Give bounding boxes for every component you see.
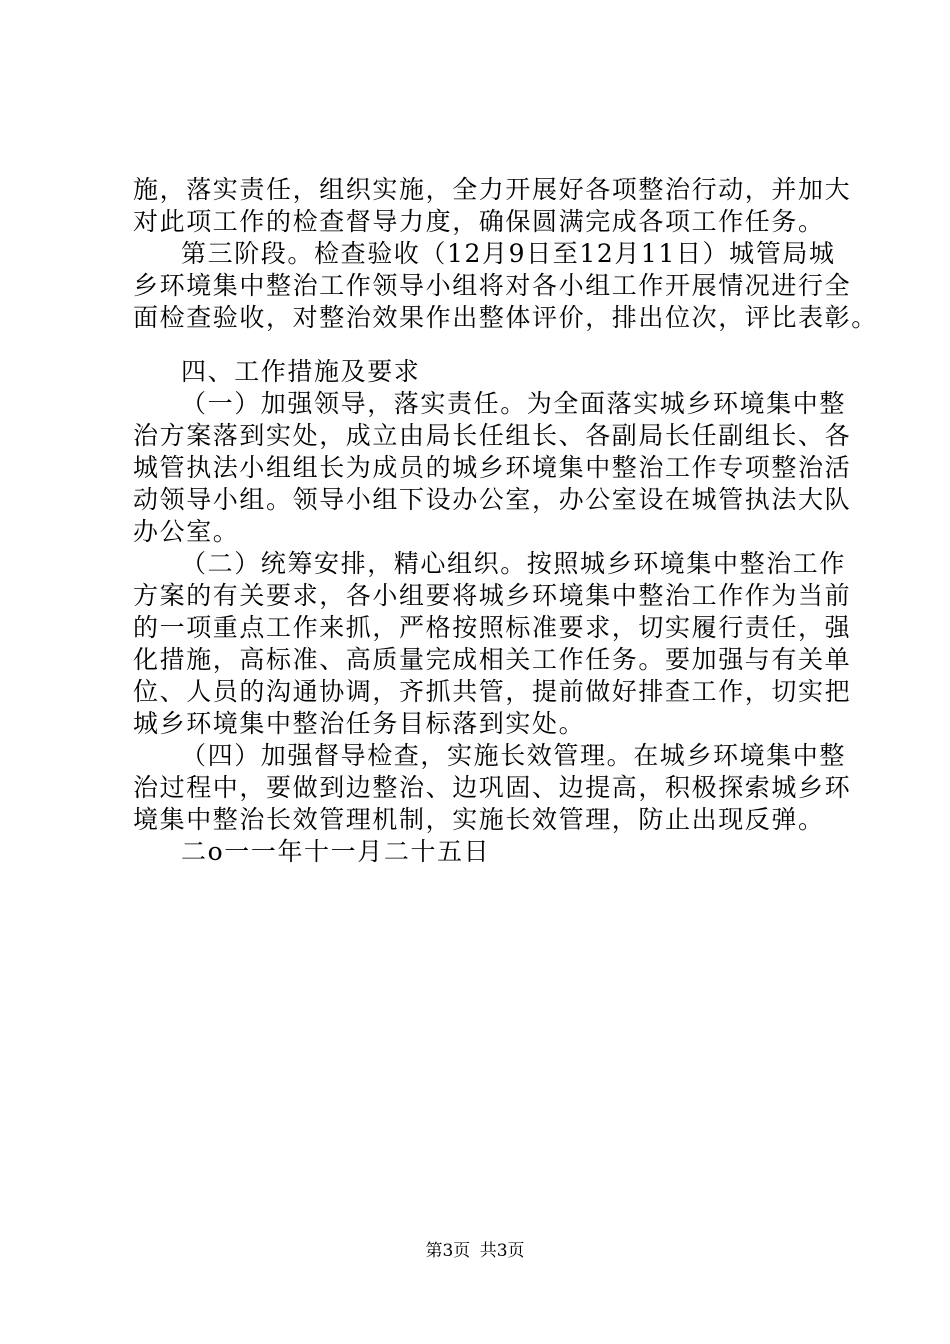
paragraph-start-line: （四）加强督导检查，实施长效管理。在城乡环境集中整 — [181, 741, 847, 770]
section-heading: 四、工作措施及要求 — [181, 357, 421, 386]
body-line: 乡环境集中整治工作领导小组将对各小组工作开展情况进行全 — [133, 271, 852, 300]
paragraph-start-line: （二）统筹安排，精心组织。按照城乡环境集中整治工作 — [181, 549, 847, 578]
body-line: 的一项重点工作来抓，严格按照标准要求，切实履行责任，强 — [133, 613, 852, 642]
document-date: 二o一一年十一月二十五日 — [181, 837, 491, 866]
body-line: 治方案落到实处，成立由局长任组长、各副局长任副组长、各 — [133, 421, 852, 450]
body-line: 对此项工作的检查督导力度，确保圆满完成各项工作任务。 — [133, 207, 825, 236]
body-line: 位、人员的沟通协调，齐抓共管，提前做好排查工作，切实把 — [133, 677, 852, 706]
page-number: 第3页 — [425, 1241, 471, 1261]
body-line: 城乡环境集中整治任务目标落到实处。 — [133, 709, 586, 738]
page-footer — [0, 1240, 950, 1262]
page-total: 共3页 — [479, 1241, 525, 1261]
body-line: 施，落实责任，组织实施，全力开展好各项整治行动，并加大 — [133, 175, 852, 204]
paragraph-start-line: （一）加强领导，落实责任。为全面落实城乡环境集中整 — [181, 389, 847, 418]
paragraph-start-line: 第三阶段。检查验收（12月9日至12月11日）城管局城 — [181, 239, 836, 268]
body-line: 城管执法小组组长为成员的城乡环境集中整治工作专项整治活 — [133, 453, 852, 482]
document-body — [133, 174, 878, 868]
body-line: 境集中整治长效管理机制，实施长效管理，防止出现反弹。 — [133, 805, 825, 834]
body-line: 方案的有关要求，各小组要将城乡环境集中整治工作作为当前 — [133, 581, 852, 610]
body-line: 办公室。 — [133, 517, 240, 546]
body-line: 动领导小组。领导小组下设办公室，办公室设在城管执法大队 — [133, 485, 852, 514]
body-line: 治过程中，要做到边整治、边巩固、边提高，积极探索城乡环 — [133, 773, 852, 802]
body-line: 化措施，高标准、高质量完成相关工作任务。要加强与有关单 — [133, 645, 852, 674]
body-line: 面检查验收，对整治效果作出整体评价，排出位次，评比表彰。 — [133, 303, 878, 332]
